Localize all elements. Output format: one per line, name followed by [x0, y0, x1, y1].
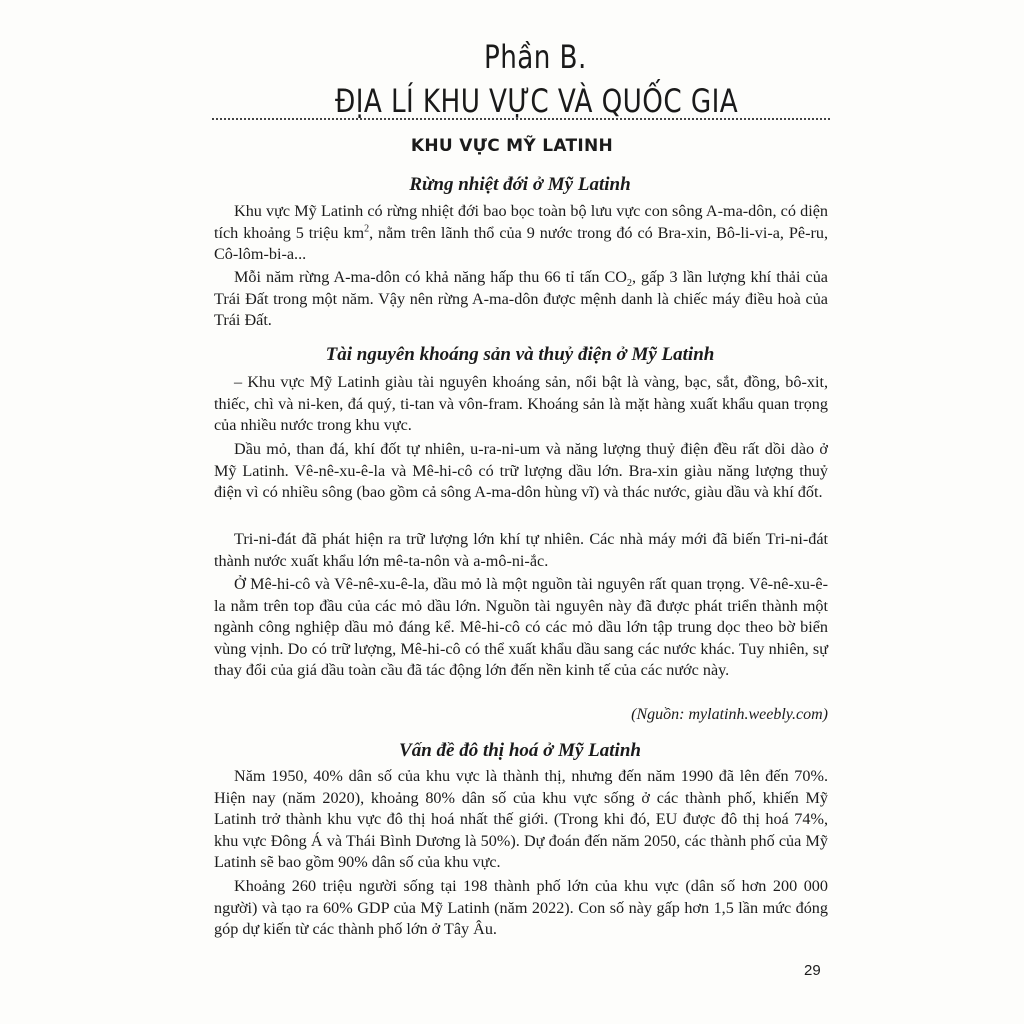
- paragraph-minerals-2: Dầu mỏ, than đá, khí đốt tự nhiên, u-ra-ni-um và năng lượng thuỷ điện đều rất dồi dào ở Mỹ Latinh. Vê-nê-xu-ê-la và Mê-hi-cô có trữ lượng dầu lớn. Bra-xin giàu năng lượng thuỷ điện vì có nhiều sông (bao gồm cả sông A-ma-dôn hùng vĩ) và thác nước, giàu dầu và khí đốt.: [214, 440, 828, 502]
- source-citation: (Nguồn: mylatinh.weebly.com): [631, 706, 828, 723]
- section-heading-minerals: Tài nguyên khoáng sản và thuỷ điện ở Mỹ Latinh: [325, 344, 715, 365]
- section-heading-urbanization: Vấn đề đô thị hoá ở Mỹ Latinh: [399, 740, 641, 761]
- dotted-divider: [212, 118, 830, 120]
- part-subtitle: ĐỊA LÍ KHU VỰC VÀ QUỐC GIA: [335, 82, 739, 120]
- region-title: KHU VỰC MỸ LATINH: [410, 136, 614, 156]
- paragraph-text: , nằm trên lãnh thổ của 9 nước trong đó có Bra-xin, Bô-li-vi-a, Pê-ru, Cô-lôm-bi-a...: [214, 223, 828, 264]
- paragraph-text: Mỗi năm rừng A-ma-dôn có khả năng hấp thu 66 tỉ tấn CO: [234, 268, 627, 286]
- subscript: 2: [626, 278, 632, 290]
- section-heading-rainforest: Rừng nhiệt đới ở Mỹ Latinh: [409, 174, 631, 195]
- superscript: 2: [364, 223, 370, 235]
- paragraph-rainforest-1: [214, 201, 828, 266]
- paragraph-rainforest-2: [214, 267, 828, 332]
- paragraph-minerals-4: Ở Mê-hi-cô và Vê-nê-xu-ê-la, dầu mỏ là một nguồn tài nguyên rất quan trọng. Vê-nê-xu-ê-la nằm trên top đầu của các mỏ dầu lớn. Nguồn tài nguyên này đã được phát triển thành một ngành công nghiệp dầu mỏ đáng kể. Mê-hi-cô có các mỏ dầu lớn tập trung dọc theo bờ biển vùng vịnh. Do có trữ lượng, Mê-hi-cô có thể xuất khẩu dầu sang các nước khác. Tuy nhiên, sự thay đổi của giá dầu toàn cầu đã tác động lớn đến nền kinh tế của các nước này.: [214, 575, 828, 680]
- paragraph-urbanization-1: Năm 1950, 40% dân số của khu vực là thành thị, nhưng đến năm 1990 đã lên đến 70%. Hiện nay (năm 2020), khoảng 80% dân số của khu vực sống ở các thành phố, khiến Mỹ Latinh trở thành khu vực đô thị hoá nhất thế giới. (Trong khi đó, EU được đô thị hoá 74%, khu vực Đông Á và Thái Bình Dương là 50%). Dự đoán đến năm 2050, các thành phố của Mỹ Latinh sẽ bao gồm 90% dân số của khu vực.: [214, 767, 828, 872]
- paragraph-minerals-3: Tri-ni-đát đã phát hiện ra trữ lượng lớn khí tự nhiên. Các nhà máy mới đã biến Tri-ni-đát thành nước xuất khẩu lớn mê-ta-nôn và a-mô-ni-ắc.: [214, 530, 828, 570]
- page-number: 29: [804, 962, 821, 979]
- paragraph-minerals-1: – Khu vực Mỹ Latinh giàu tài nguyên khoáng sản, nổi bật là vàng, bạc, sắt, đồng, bô-xit, thiếc, chì và ni-ken, đá quý, ti-tan và vôn-fram. Khoáng sản là mặt hàng xuất khẩu quan trọng của nhiều nước trong khu vực.: [214, 373, 828, 435]
- paragraph-urbanization-2: Khoảng 260 triệu người sống tại 198 thành phố lớn của khu vực (dân số hơn 200 000 người) và tạo ra 60% GDP của Mỹ Latinh (năm 2022). Con số này gấp hơn 1,5 lần mức đóng góp dự kiến từ các thành phố lớn ở Tây Âu.: [214, 877, 828, 939]
- paragraph-text: , gấp 3 lần lượng khí thải của Trái Đất trong một năm. Vậy nên rừng A-ma-dôn được mệnh danh là chiếc máy điều hoà của Trái Đất.: [214, 268, 828, 330]
- paragraph-text: Khu vực Mỹ Latinh có rừng nhiệt đới bao bọc toàn bộ lưu vực con sông A-ma-dôn, có diện tích khoảng 5 triệu km: [214, 202, 828, 242]
- part-title: Phần B.: [484, 38, 587, 76]
